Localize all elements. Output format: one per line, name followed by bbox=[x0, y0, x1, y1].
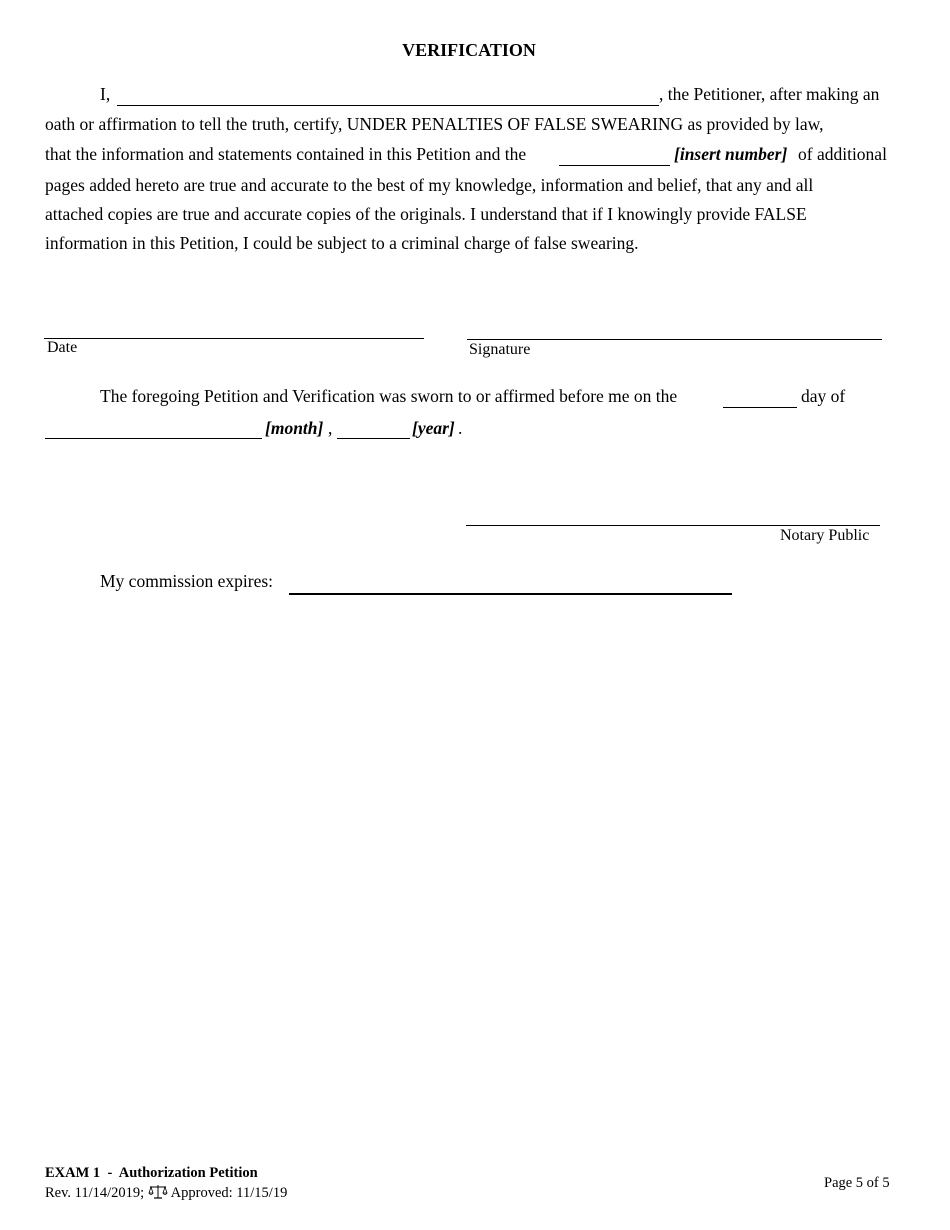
line3-start-text: that the information and statements contained in this Petition and the bbox=[45, 144, 527, 164]
month-field[interactable] bbox=[45, 416, 262, 439]
commission-label: My commission expires: bbox=[100, 571, 274, 591]
line6-text: information in this Petition, I could be subject to a criminal charge of false swearing. bbox=[45, 233, 639, 253]
sworn-line1-text: The foregoing Petition and Verification was sworn to or affirmed before me on the bbox=[100, 386, 678, 406]
commission-expiry-field[interactable] bbox=[289, 571, 732, 595]
footer-revision: Rev. 11/14/2019; bbox=[45, 1185, 145, 1201]
prefix-text: I, bbox=[100, 84, 111, 104]
line1-end-text: , the Petitioner, after making an bbox=[659, 84, 880, 104]
pages-number-field[interactable] bbox=[559, 143, 670, 166]
line5-text: attached copies are true and accurate copies of the originals. I understand that if I knowingly provide FALSE bbox=[45, 204, 807, 224]
footer-approved: Approved: 11/15/19 bbox=[170, 1185, 288, 1201]
footer-form-title: Authorization Petition bbox=[118, 1165, 258, 1181]
notary-signature-field[interactable] bbox=[466, 503, 880, 526]
signature-field[interactable] bbox=[467, 317, 882, 340]
scales-of-justice-icon bbox=[148, 1184, 168, 1200]
line2-text: oath or affirmation to tell the truth, certify, UNDER PENALTIES OF FALSE SWEARING as provided by law, bbox=[45, 114, 824, 134]
line3-end-text: of additional bbox=[798, 144, 887, 164]
year-hint: [year] bbox=[412, 418, 455, 438]
footer-form-id: EXAM 1 bbox=[45, 1165, 101, 1181]
period-text: . bbox=[458, 418, 463, 438]
petitioner-name-field[interactable] bbox=[117, 83, 659, 106]
line4-text: pages added hereto are true and accurate to the best of my knowledge, information and belief, that any and all bbox=[45, 175, 814, 195]
footer-revision-line bbox=[45, 1184, 287, 1202]
footer-title bbox=[45, 1165, 258, 1182]
notary-public-label: Notary Public bbox=[780, 527, 870, 544]
comma-text: , bbox=[328, 418, 333, 438]
date-field[interactable] bbox=[44, 316, 424, 339]
day-of-text: day of bbox=[801, 386, 846, 406]
page-number: Page 5 of 5 bbox=[824, 1175, 890, 1191]
day-field[interactable] bbox=[723, 385, 797, 408]
insert-number-hint: [insert number] bbox=[674, 144, 788, 164]
year-field[interactable] bbox=[337, 416, 410, 439]
month-hint: [month] bbox=[265, 418, 324, 438]
signature-label: Signature bbox=[469, 341, 531, 358]
date-label: Date bbox=[47, 339, 78, 356]
page-title: VERIFICATION bbox=[402, 40, 536, 60]
footer-separator: - bbox=[107, 1165, 113, 1181]
